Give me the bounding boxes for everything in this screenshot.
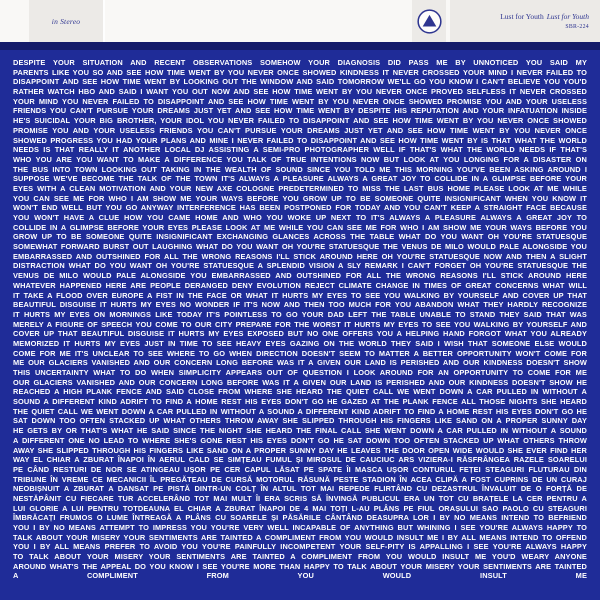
sacred-bones-logo-icon [416,8,443,35]
lyrics-line: VENUS DE MILO WOULD PALE ALONGSIDE YOU EMBARRASSED AND OUTSHINED FOR ALL THE WRONG REASONS I'LL STICK AROUND HERE [13,271,587,281]
lyrics-line: AWAY SHE SLIPPED THROUGH HIS FINGERS LIKE SAND ON A PROPER SUNNY DAY HE LEAVES THE DOOR OPEN WIDE WOULD SHE EVER FIND HER [13,445,587,455]
lyrics-line: FRIENDS YOU CAN'T PURSUE YOUR DREAMS JUST YET AND SEE HOW TIME WENT BY DESPITE HIS REPUTATION AND YOUR INFATUATION INSIDE [13,106,587,116]
lyrics-line: SOMEWHAT FORWARD BURST OUT LAUGHING WHAT DO YOU WANT OH YOU'RE STATUESQUE THE VENUS DE MILO WOULD PALE ALONGSIDE YOU [13,242,587,252]
lyrics-line: THE QUIET CALL WE WENT DOWN A CAR PULLED IN WITHOUT A SOUND A DIFFERENT KIND ADRIFT TO FIND A HOME REST HIS EYES DON'T GO HE [13,406,587,416]
lyrics-line: EMBARRASSED AND OUTSHINED FOR ALL THE WRONG REASONS I'LL STICK AROUND HERE OH YOU'RE STATUESQUE NOW AND THEN A SLIGHT [13,251,587,261]
lyrics-line: WHATEVER HAPPENED HERE ARE PEOPLE DERANGED DENY EVOLUTION REJECT CLIMATE CHANGE IN TIMES OF GREAT CONCERNS WHAT WILL [13,280,587,290]
lyrics-line: SHOWED PROGRESS YOU HAD YOUR PLANS AND MINE I NEVER FAILED TO DISAPPOINT AND SEE HOW TIME WENT BY IS THAT WHAT THE WORLD [13,135,587,145]
lyrics-line: OUR GLACIERS VANISHED AND OUR CONCERN LONG BEFORE WAS IT A GIVEN OUR LAND IS PERISHED AND OUR KINDNESS DOESN'T SHOW HE [13,377,587,387]
lyrics-line: TO TALK ABOUT YOUR MISERY YOUR SENTIMENTS ARE TAINTED A COMPLIMENT FROM YOU WOULD INSULT ME YOU'D WEARY ANYONE [13,552,587,562]
lyrics-line: NEEDS IS THAT REALLY IT ANOTHER LOCAL DJ ASSISTING A SEMI-PRO PHOTOGRAPHER WELL IF THAT'S WHAT THE WORLD NEEDS IF THAT'S [13,145,587,155]
lyrics-line: MERELY A FIGURE OF SPEECH YOU COME TO OUR CITY PREPARE FOR THE WORST IT HURTS MY EYES TO SEE YOU WALKING BY YOURSELF AND [13,319,587,329]
label-logo-panel [412,0,446,42]
lyrics-line: IT HURTS MY EYES ON MORNINGS LIKE TODAY IT'S POINTLESS TO GO YOUR DAD LEFT THE TABLE UNABLE TO STAND THEY SAID THAT WAS [13,309,587,319]
lyrics-line: DISAPPOINT AND SEE HOW TIME WENT BY LOOKING OUT THE WINDOW AND SAID TOMORROW WE'LL GO YOU KNOW I CAN'T BELIEVE YOU YOU'D [13,77,587,87]
lyrics-line: YOU I BY ALL MEANS PREFER TO AVOID YOU YOU'RE PAINFULLY INCOMPETENT YOUR SELF-PITY IS APPALLING I SEE YOU'RE ALWAYS HAPPY [13,542,587,552]
lyrics-line: A DIFFERENT ONE NO LEAD TO WHERE SHE'S GONE REST HIS EYES DON'T GO HE SAT DOWN TOO OFTEN STACKED UP WHAT OTHERS THROW [13,435,587,445]
lyrics-line: SAT DOWN TOO OFTEN STACKED UP WHAT OTHERS THROW AWAY SHE SLIPPED THROUGH HIS FINGERS LIKE SAND ON A PROPER SUNNY DAY [13,416,587,426]
lyrics-line: IT TAKE A FLOOD OVER EUROPE A FIST IN THE FACE OR WHAT IT HURTS MY EYES TO SEE YOU WALKING BY YOURSELF AND COVER UP THAT [13,290,587,300]
lyrics-line: PE CÂND RESTURI DE NOR SE ATINGEAU UȘOR PE CER CAPUL LĂSAT PE SPATE ÎI MASCA UȘOR CONTURUL FEȚEI STEAGURI FLUTURAU DIN [13,464,587,474]
lyrics-line: YOU WON'T HAVE A CLUE HOW YOU CAME HOME AND WHO YOU WOKE UP NEXT TO IT'S ALWAYS A PLEASURE ALWAYS A GREAT JOY TO [13,213,587,222]
lyrics-line: AROUND WHAT'S THE APPEAL DO YOU KNOW I SEE YOU'RE MORE THAN HAPPY TO TALK ABOUT YOUR MISERY YOUR SENTIMENTS ARE TAINTED [13,561,587,571]
lyrics-line: HE GETS BY OR THAT'S WHAT HE SAID SINCE THE NIGHT SHE HEARD THE FINAL CALL SHE WENT DOWN A CAR PULLED IN WITHOUT A SOUND [13,426,587,436]
lyrics-line: THIS UNCERTAINTY WHAT TO DO WHEN SIMPLICITY APPEARS OUT OF QUESTION I LOOK AROUND FOR AN OPPORTUNITY TO COME FOR ME [13,368,587,377]
lyrics-line: ÎMBRĂCAȚI FRUMOS O LUME ÎNTREAGĂ A PLÂNS CU SOARELE ȘI PĂSĂRILE CÂNTÂND DEASUPRA LOR I BY NO MEANS INTEND TO BEFRIEND [13,513,587,523]
lyrics-line: COME FOR ME IT'S UNCLEAR TO SEE WHERE TO GO WHEN DIRECTION DOESN'T SEEM TO MATTER A BETTER OPPORTUNITY WON'T COME FOR [13,348,587,358]
catalog-number: SBR-224 [565,23,589,30]
lyrics-line: COVER UP THAT BEAUTIFUL DISGUISE IT HURTS MY EYES EXPOSED BUT NO ONE OFFERS YOU A HELPING HAND FORGOT WHAT YOU ALREADY [13,329,587,339]
lyrics-line: REACHED A HIGH PLANK FENCE AND SAID CLOSE FROM WHERE SHE HEARD THE QUIET CALL WE WENT DOWN A CAR PULLED IN WITHOUT A [13,387,587,397]
title-line [500,12,589,21]
lyrics-line: THE BUS INTO TOWN LOOKING OUT TAKING IN THE WEALTH OF SOUND SINCE YOU TOLD ME THIS MORNING YOU'VE BEEN ASKING AROUND I [13,164,587,174]
lyrics-line: GROW UP TO BE SOMEONE QUITE INSIGNIFICANT EXCHANGING GLANCES ACROSS THE TABLE WHAT DO YOU WANT OH YOU'RE STATUESQUE [13,232,587,242]
lyrics-line: YOU CAN SEE ME FOR WHO I AM SHOW ME YOUR WAYS BEFORE YOU GROW UP TO BE SOMEONE QUITE INSIGNIFICANT WHEN YOU KNOW IT [13,193,587,203]
lyrics-line: PROMISE YOU AND YOUR USELESS FRIENDS YOU CAN'T PURSUE YOUR DREAMS JUST YET AND SEE HOW TIME WENT BY YOU NEVER ONCE [13,125,587,135]
stereo-panel [29,0,103,42]
lyrics-line: COLLIDE IN A GLIMPSE BEFORE YOUR EYES PLEASE LOOK AT ME WHILE YOU CAN SEE ME FOR WHO I AM SHOW ME YOUR WAYS BEFORE YOU [13,222,587,232]
lyrics-line: NESTĂPÂNIT CU FIECARE TUR ACCELERÂND TOT MAI MULT ÎI ERA SCRIS SĂ ÎNVINGĂ PUBLICUL ERA UN TOT CU BRAȚELE LA CER PENTRU A [13,493,587,503]
lyrics-line: TALK ABOUT YOUR MISERY YOUR SENTIMENTS ARE TAINTED A COMPLIMENT FROM YOU WOULD INSULT ME I BY ALL MEANS INTEND TO OFFEND [13,532,587,542]
lyrics-line: MEMORIZED IT HURTS MY EYES JUST IN TIME TO SEE HEAVY EYES GAZING ON THE WORLD THEY SAID I WISH THAT SOMEONE ELSE WOULD [13,338,587,348]
lyrics-line: RATHER WATCH HBO AND SAID I WANT YOU OUT NOW AND SEE HOW TIME WENT BY YOU NEVER ONCE PROVED SELFLESS IT NEVER CROSSED [13,87,587,97]
top-navy-band [0,42,600,50]
lyrics-line: YOU I BY NO MEANS ATTEMPT TO IMPRESS YOU YOU'RE VERY WELL INCAPABLE OF ANYTHING BUT WHINING I SEE YOU'RE ALWAYS HAPPY TO [13,523,587,532]
lyrics-line: NEOBIȘNUIT A ZBURAT A DANSAT PE PISTĂ DINTR-UN COLȚ ÎN ALTUL TOT MAI REPEDE FLIRTÂND CU DEZASTRUL ÎNVALUIT DE O FORȚĂ DE [13,484,587,494]
lyrics-line: SUPPOSE WE'VE BECOME THE TALK OF THE TOWN IT'S ALWAYS A PLEASURE ALWAYS A GREAT JOY TO COLLIDE IN A GLIMPSE BEFORE YOUR [13,174,587,184]
artist-name: Lust for Youth [500,12,544,22]
album-title: Lust for Youth [546,12,589,22]
lyrics-line: PARENTS LIKE YOU SO AND SEE HOW TIME WENT BY YOU NEVER ONCE SHOWED KINDNESS IT NEVER CROSSED YOUR MIND I NEVER FAILED TO [13,67,587,77]
lyrics-line: SOUND A DIFFERENT KIND ADRIFT TO FIND A HOME REST HIS EYES DON'T GO HE GAZED AT THE PLANK FENCE ALL THOSE NIGHTS SHE HEARD [13,397,587,407]
lyrics-line: WAY EL CHIAR A ZBURAT ÎNAPOI ÎN AERUL CALD SE SIMȚEAU FUMUL ȘI MIROSUL DE CAUCIUC ARS VIZIERA-I RĂSFRÂNGEA RAZELE SOARELUI [13,455,587,465]
lyrics-line: A COMPLIMENT FROM YOU WOULD INSULT ME [13,571,587,581]
lyrics-line: YOUR MIND YOU NEVER FAILED TO DISAPPOINT AND SEE HOW TIME WENT BY YOU NEVER ONCE SHOWED PROMISE YOU AND YOUR USELESS [13,96,587,106]
stereo-label: in Stereo [51,16,81,26]
cover-header [0,0,600,42]
lyrics-line: ME OUR GLACIERS VANISHED AND OUR CONCERN LONG BEFORE WAS IT A GIVEN OUR LAND IS PERISHED AND OUR KINDNESS DOESN'T SHOW [13,358,587,368]
lyrics-line: WON'T END WELL BUT YOU GO ANYWAY INTERFERENCE HAS BEEN POSTPONED FOR TODAY AND YOU CAN'T KEEP A STRAIGHT FACE BECAUSE [13,203,587,213]
lyrics-text-block [0,50,600,600]
lyrics-line: BEAUTIFUL DISGUISE IT HURTS MY EYES NO WONDER IF IT'S NOW AND THEN TOO MUCH FOR YOU ABANDON WHAT THEY HARDLY RECOGNIZE [13,300,587,310]
lyrics-line: DESPITE YOUR SITUATION AND RECENT OBSERVATIONS SOMEHOW YOUR DIAGNOSIS DID PASS ME BY UNNOTICED YOU SAID MY [13,58,587,67]
lyrics-line: HE'S SUICIDAL YOUR BIG BROTHER, YOUR IDOL YOU NEVER FAILED TO DISAPPOINT AND SEE HOW TIME WENT BY YOU NEVER ONCE SHOWED [13,116,587,126]
lyrics-line: LUI GLORIE A LUI PENTRU TOTDEAUNA EL CHIAR A ZBURAT ÎNAPOI DE 4 MAI TOȚI L-AU PLÂNS PE FIUL ORAȘULUI SAO PAOLO CU STEAGURI [13,503,587,513]
lyrics-line: TRIBUNE ÎN VREME CE MECANICII ÎL PREGĂTEAU DE CURSĂ MOTORUL RĂSUNĂ PESTE STADION ÎN ACEA CLIPĂ A FOST CUPRINS DE UN CURAJ [13,474,587,484]
title-panel [450,0,600,42]
lyrics-line: WHO YOU ARE YOU WANT TO MAKE A DIFFERENCE YOU TALK OF TRUE INTENTIONS NOW BUT LOOK AT YOU LONGING FOR A DISASTER ON [13,154,587,164]
lyrics-line: EYES WITH A CLEAN MOTIVATION AND YOUR NEW AXE COLOGNE PREDETERMINED TO MISS THE LAST BUS HOME PLEASE LOOK AT ME WHILE [13,183,587,193]
lyrics-line: DISTRACTION WHAT DO YOU WANT OH YOU'RE STATUESQUE A SPLENDID VISION A SLY REMARK I CAN'T FORGET OH YOU'RE STATUESQUE THE [13,261,587,271]
